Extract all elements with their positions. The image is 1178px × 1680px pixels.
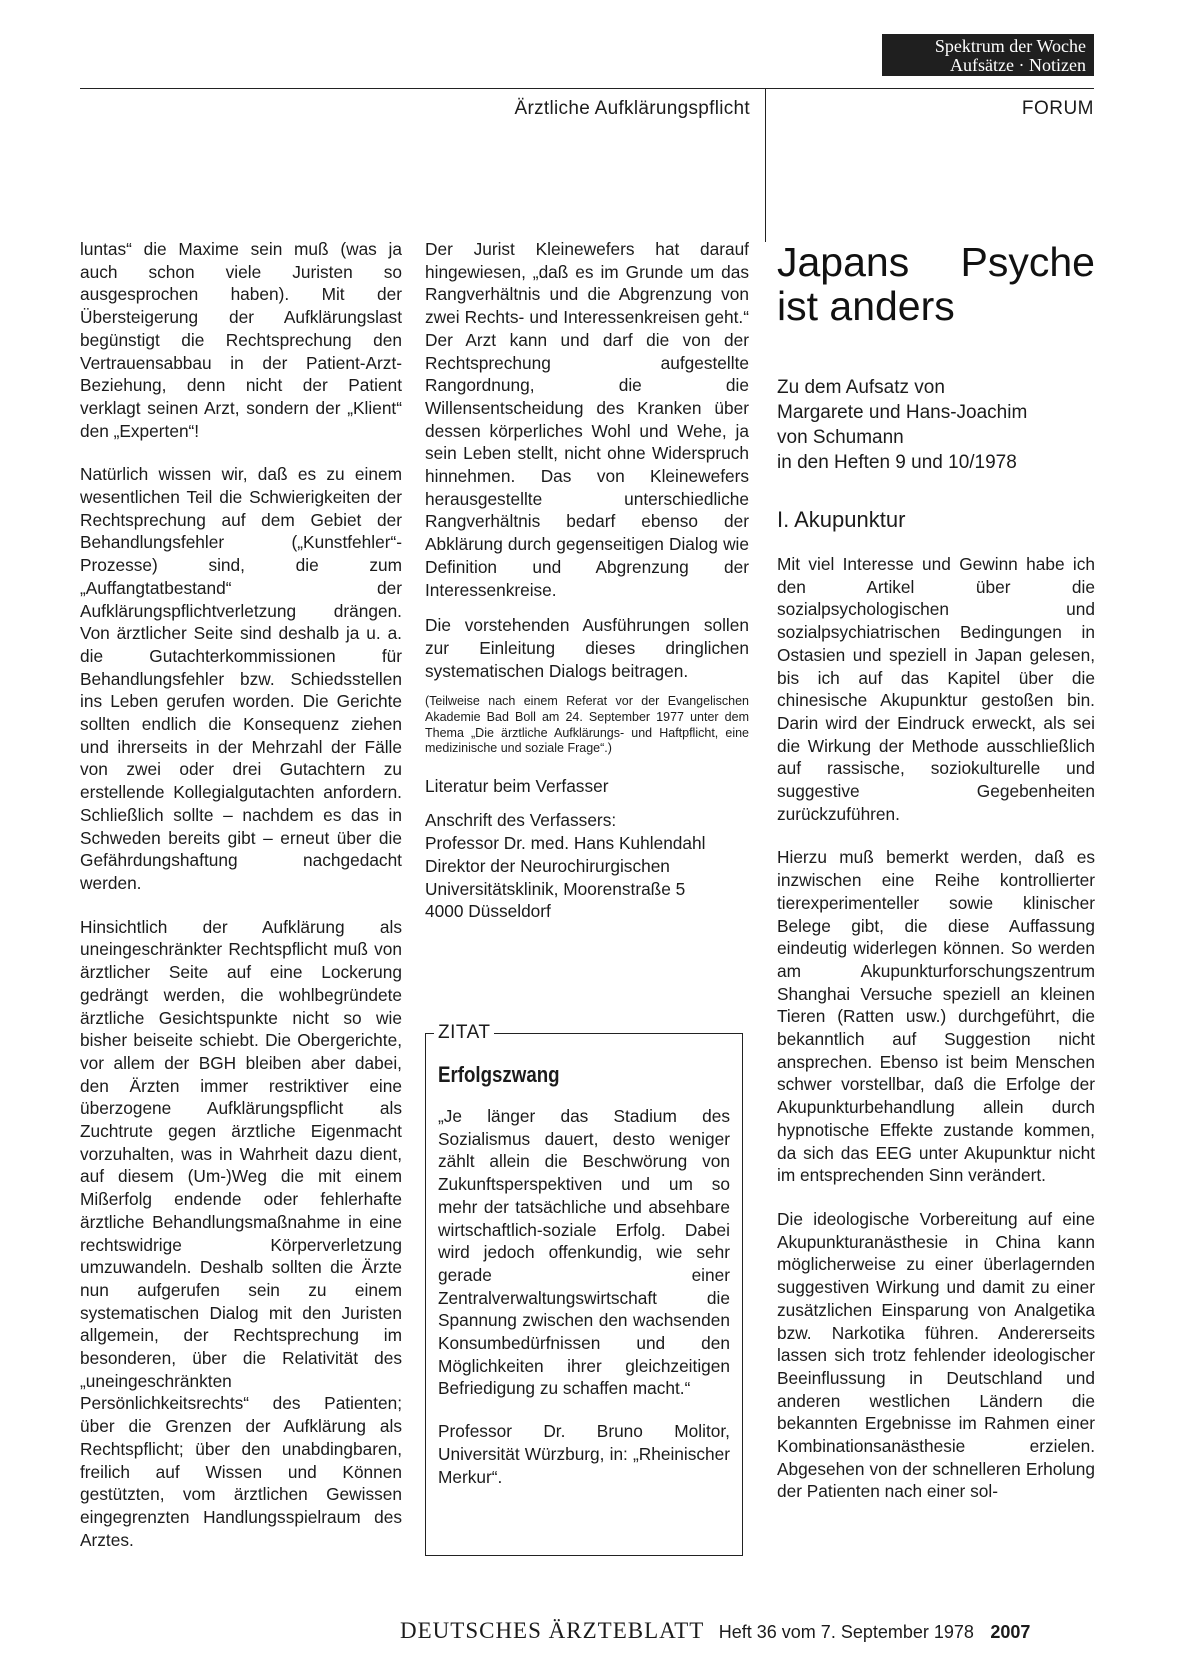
paragraph: Hinsichtlich der Aufklärung als uneingeschränkter Rechtspflicht muß von ärztlicher Seite auf eine Lockerung gedrängt werden, die wohlbegründete ärztliche Gesichtspunkte nicht so wie bisher beiseite schiebt. Die Obergerichte, vor allem der BGH bleiben aber dabei, den Ärzten immer restriktiver eine überzogene Aufklärungspflicht als Zuchtrute gegen ärztliche Eigenmacht vorzuhalten, was in Wahrheit dazu dient, auf diesem (Um-)Weg die mit einem Mißerfolg endende oder fehlerhafte ärztliche Behandlungsmaßnahme in eine rechtswidrige Körperverletzung umzuwandeln. Deshalb sollten die Ärzte nun aufgerufen sein zu einem systematischen Dialog mit den Juristen allgemein, der Rechtsprechung im besonderen, über die Relativität des „uneingeschränkten Persönlichkeitsrechts“ des Patienten; über die Grenzen der Aufklärung als Rechtspflicht; über den unabdingbaren, freilich auf Wissen und Können gestützten, vom ärztlichen Gewissen eingegrenzten Handlungsspielraum des Arztes. — [80, 916, 402, 1550]
author-address — [425, 809, 749, 923]
column-1 — [80, 238, 402, 1572]
quote-author: Professor Dr. Bruno Molitor, Universität Würzburg, in: „Rheinischer Merkur“. — [438, 1421, 730, 1487]
paragraph: Die ideologische Vorbereitung auf eine Akupunkturanästhesie in China kann möglicherweise zu einer überlagernden suggestiven Wirkung und damit zu einer zusätzlichen Einsparung von Analgetika bzw. Narkotika führen. Andererseits lassen sich trotz fehlender ideologischer Beeinflussung in Deutschland und anderen westlichen Ländern die bekannten Ergebnisse im Rahmen einer Kombinationsanästhesie erzielen. Abgesehen von der schnelleren Erholung der Patienten nach einer sol- — [777, 1208, 1095, 1502]
address-city: 4000 Düsseldorf — [425, 901, 551, 922]
literature-note: Literatur beim Verfasser — [425, 775, 609, 796]
paragraph: Natürlich wissen wir, daß es zu einem wesentlichen Teil die Schwierigkeiten der Rechtsprechung auf dem Gebiet der Behandlungsfehler („Kunstfehler“-Prozesse) sind, die zum „Auffangtatbestand“ der Aufklärungspflichtverletzung drängen. Von ärztlicher Seite sind deshalb ja u. a. die Gutachterkommissionen für Behandlungsfehler bzw. Schiedsstellen ins Leben gerufen worden. Die Gerichte sollten endlich die Konsequenz ziehen und ihrerseits in der Mehrzahl der Fälle von zwei oder drei Gutachtern zu erstellende Kollegialgutachten anfordern. Schließlich sollte – nachdem es das in Schweden bereits gibt – erneut über die Gefährdungshaftung nachgedacht werden. — [80, 464, 402, 893]
header-divider — [765, 88, 766, 242]
paragraph: Der Jurist Kleinewefers hat darauf hingewiesen, „daß es im Grunde um das Rangverhältnis und die Abgrenzung von zwei Rechts- und Interessenkreisen geht.“ Der Arzt kann und darf die von der Rechtsprechung aufgestellte Rangordnung, die die Willensentscheidung des Kranken über dessen körperliches Wohl und Wehe, ja sein Leben stellt, nicht ohne Widerspruch hinnehmen. Das von Kleinewefers herausgestellte unterschiedliche Rangverhältnis bedarf ebenso der Abklärung durch gegenseitigen Dialog wie Definition und Abgrenzung der Interessenkreise. — [425, 239, 749, 600]
quote-box — [425, 1022, 743, 1556]
subtitle-line: in den Heften 9 und 10/1978 — [777, 452, 1017, 473]
address-clinic: Universitätsklinik, Moorenstraße 5 — [425, 878, 686, 899]
article-title: Japans Psyche ist anders — [777, 239, 1095, 329]
section-badge — [882, 34, 1094, 76]
source-note: (Teilweise nach einem Referat vor der Evangelischen Akademie Bad Boll am 24. September 1977 unter dem Thema „Die ärztliche Aufklärungs- und Haftpflicht, eine medizinische und soziale Frage“.) — [425, 694, 749, 756]
quote-label: ZITAT — [434, 1022, 494, 1044]
issue-info: Heft 36 vom 7. September 1978 — [718, 1622, 974, 1642]
subtitle-line: von Schumann — [777, 427, 904, 448]
quote-text: „Je länger das Stadium des Sozialismus dauert, desto weniger zählt allein die Beschwörung von Zukunftsperspektiven und um so mehr der tatsächliche und absehbare wirtschaftlich-soziale Erfolg. Dabei wird jedoch offenkundig, wie sehr gerade einer Zentralverwaltungswirtschaft die Spannung zwischen den wachsenden Konsumbedürfnissen und den Möglichkeiten ihrer gleichzeitigen Befriedigung zu schaffen macht.“ — [438, 1106, 730, 1399]
address-label: Anschrift des Verfassers: — [425, 810, 617, 831]
header-section: FORUM — [1021, 98, 1094, 119]
section-heading: I. Akupunktur — [777, 507, 906, 532]
paragraph: Hierzu muß bemerkt werden, daß es inzwischen eine Reihe kontrollierter tierexperimenteller sowie klinischer Belege gibt, die diese Auffassung eindeutig widerlegen können. So werden am Akupunkturforschungszentrum Shanghai Versuche speziell an kleinen Tieren (Ratten usw.) durchgeführt, die bekanntlich auf Suggestion nicht ansprechen. Ebenso ist beim Menschen schwer vorstellbar, daß die Erfolge der Akupunkturbehandlung allein durch hypnotische Effekte zustande kommen, da sich das EEG unter Akupunktur nicht im entsprechenden Sinn verändert. — [777, 847, 1095, 1186]
paragraph: Die vorstehenden Ausführungen sollen zur Einleitung dieses dringlichen systematischen Dialogs beitragen. — [425, 615, 749, 681]
header-rule — [80, 88, 1094, 89]
badge-line-1: Spektrum der Woche — [934, 36, 1086, 56]
article-subtitle — [777, 375, 1095, 475]
subtitle-line: Zu dem Aufsatz von — [777, 377, 945, 398]
column-2 — [425, 238, 749, 923]
badge-line-2: Aufsätze · Notizen — [950, 55, 1086, 75]
paragraph: luntas“ die Maxime sein muß (was ja auch schon viele Juristen so ausgesprochen haben). Mit der Übersteigerung der Aufklärungslast begünstigt die Rechtsprechung den Vertrauensabbau in der Patient-Arzt-Beziehung, denn nicht der Patient verklagt seinen Arzt, sondern der „Klient“ den „Experten“! — [80, 239, 402, 441]
paragraph: Mit viel Interesse und Gewinn habe ich den Artikel über die sozialpsychologischen und sozialpsychiatrischen Bedingungen in Ostasien und speziell in Japan gelesen, bis ich auf das Kapitel über die chinesische Akupunktur gestoßen bin. Darin wird der Eindruck erweckt, als sei die Wirkung der Methode ausschließlich auf rassische, soziokulturelle und suggestive Gegebenheiten zurückzuführen. — [777, 554, 1095, 824]
subtitle-line: Margarete und Hans-Joachim — [777, 402, 1028, 423]
column-3 — [777, 238, 1095, 1524]
address-role: Direktor der Neurochirurgischen — [425, 855, 670, 876]
quote-title: Erfolgszwang — [438, 1062, 560, 1087]
header-topic: Ärztliche Aufklärungspflicht — [514, 98, 750, 119]
address-name: Professor Dr. med. Hans Kuhlendahl — [425, 833, 706, 854]
journal-name: DEUTSCHES ÄRZTEBLATT — [400, 1618, 705, 1643]
page-number: 2007 — [990, 1622, 1031, 1642]
page-footer — [400, 1618, 1094, 1644]
